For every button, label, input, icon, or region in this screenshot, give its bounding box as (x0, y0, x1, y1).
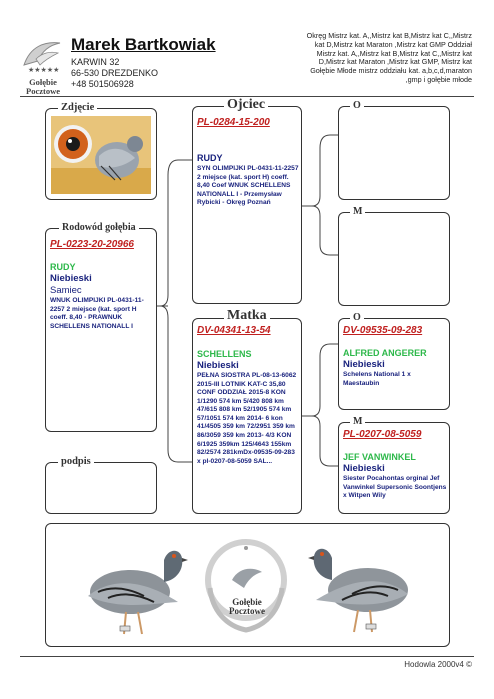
mother-mother-color: Niebieski (343, 463, 385, 474)
address-line-2: 66-530 DREZDENKO (71, 67, 159, 78)
emblem-text: Gołębie Pocztowe (229, 597, 265, 616)
mother-father-title: O (350, 312, 364, 323)
svg-text:★★★★★: ★★★★★ (28, 66, 60, 73)
mother-father-ring: DV-09535-09-283 (343, 325, 423, 336)
mother-father-name: ALFRED ANGERER (343, 348, 427, 358)
mother-color: Niebieski (197, 360, 239, 371)
address-line-1: KARWIN 32 (71, 57, 120, 67)
mother-title: Matka (224, 308, 270, 324)
photo-title: Zdjęcie (58, 102, 97, 113)
left-pigeon-icon (68, 530, 188, 640)
mother-name: SCHELLENS (197, 349, 252, 359)
pigeon-description: WNUK OLIMPIJKI PL-0431-11-2257 2 miejsce (kat. sport H coeff. 8,40 - PRAWNUK SCHELLENS NATIONALL I (50, 297, 144, 330)
pigeon-color: Niebieski (50, 273, 92, 284)
footer-divider (20, 656, 474, 657)
father-description: SYN OLIMPIJKI PL-0431-11-2257 2 miejsce (kat. sport H) coeff. 8,40 Coef WNUK SCHELLENS NATIONALL I - Przemysław Rybicki - Okręg Poznań (197, 165, 299, 207)
mother-father-description: Schelens National 1 x Maestaubin (343, 371, 411, 387)
father-mother-title: M (350, 206, 365, 217)
right-pigeon-icon (308, 530, 430, 640)
mother-mother-ring: PL-0207-08-5059 (343, 429, 422, 440)
software-version: Hodowla 2000v4 © (404, 660, 472, 669)
emblem-wreath-icon (196, 530, 296, 642)
decorative-panel (45, 523, 450, 647)
father-father-title: O (350, 100, 364, 111)
mother-ring: DV-04341-13-54 (197, 325, 271, 336)
father-ring: PL-0284-15-200 (197, 117, 270, 128)
pigeon-sex: Samiec (50, 285, 82, 296)
logo-text: Gołębie Pocztowe (26, 77, 60, 96)
father-title: Ojciec (224, 97, 268, 113)
mother-description: PEŁNA SIOSTRA PL-08-13-6062 2015-III LOTNIK KAT-C 35,80 CONF ODDZIAŁ 2015-8 KON 1/1290 574 km 5/420 808 km 47/615 808 km 52/1905 574 km 57/1051 574 km 2014- 6 kon 41/4505 359 km 72/2951 359 km 86/3059 359 km 2013- 4/3 KON 6/1925 359km 125/4643 155km 82/2574 281kmDx-09535-09-283 x pl-0207-08-5059 SAL... (197, 372, 297, 465)
pigeon-name: RUDY (50, 262, 76, 272)
father-name: RUDY (197, 153, 223, 163)
pigeon-title: Rodowód gołębia (59, 222, 139, 233)
notes-title: podpis (58, 456, 94, 467)
mother-mother-name: JEF VANWINKEL (343, 452, 416, 462)
mother-mother-title: M (350, 416, 365, 427)
mother-mother-description: Siester Pocahontas orginal Jef Vanwinkel Supersonic Soontjens x Witpen Wily (343, 475, 447, 500)
pigeon-ring: PL-0223-20-20966 (50, 239, 134, 250)
breeder-name: Marek Bartkowiak (71, 35, 216, 54)
phone-number: +48 501506928 (71, 78, 134, 89)
mother-father-color: Niebieski (343, 359, 385, 370)
breeder-achievements: Okręg Mistrz kat. A,,Mistrz kat B,Mistrz kat C,,Mistrz kat D,Mistrz kat Maraton ,Mistrz kat GMP Oddział Mistrz kat. A,,Mistrz kat B,Mistrz kat C,,Mistrz kat D,Mistrz kat Maraton ,Mistrz kat GMP, Mistrz kat Gołębie Młode mistrz oddziału kat. a,b,c,d,maraton ,gmp i gołębie młode (306, 31, 472, 84)
